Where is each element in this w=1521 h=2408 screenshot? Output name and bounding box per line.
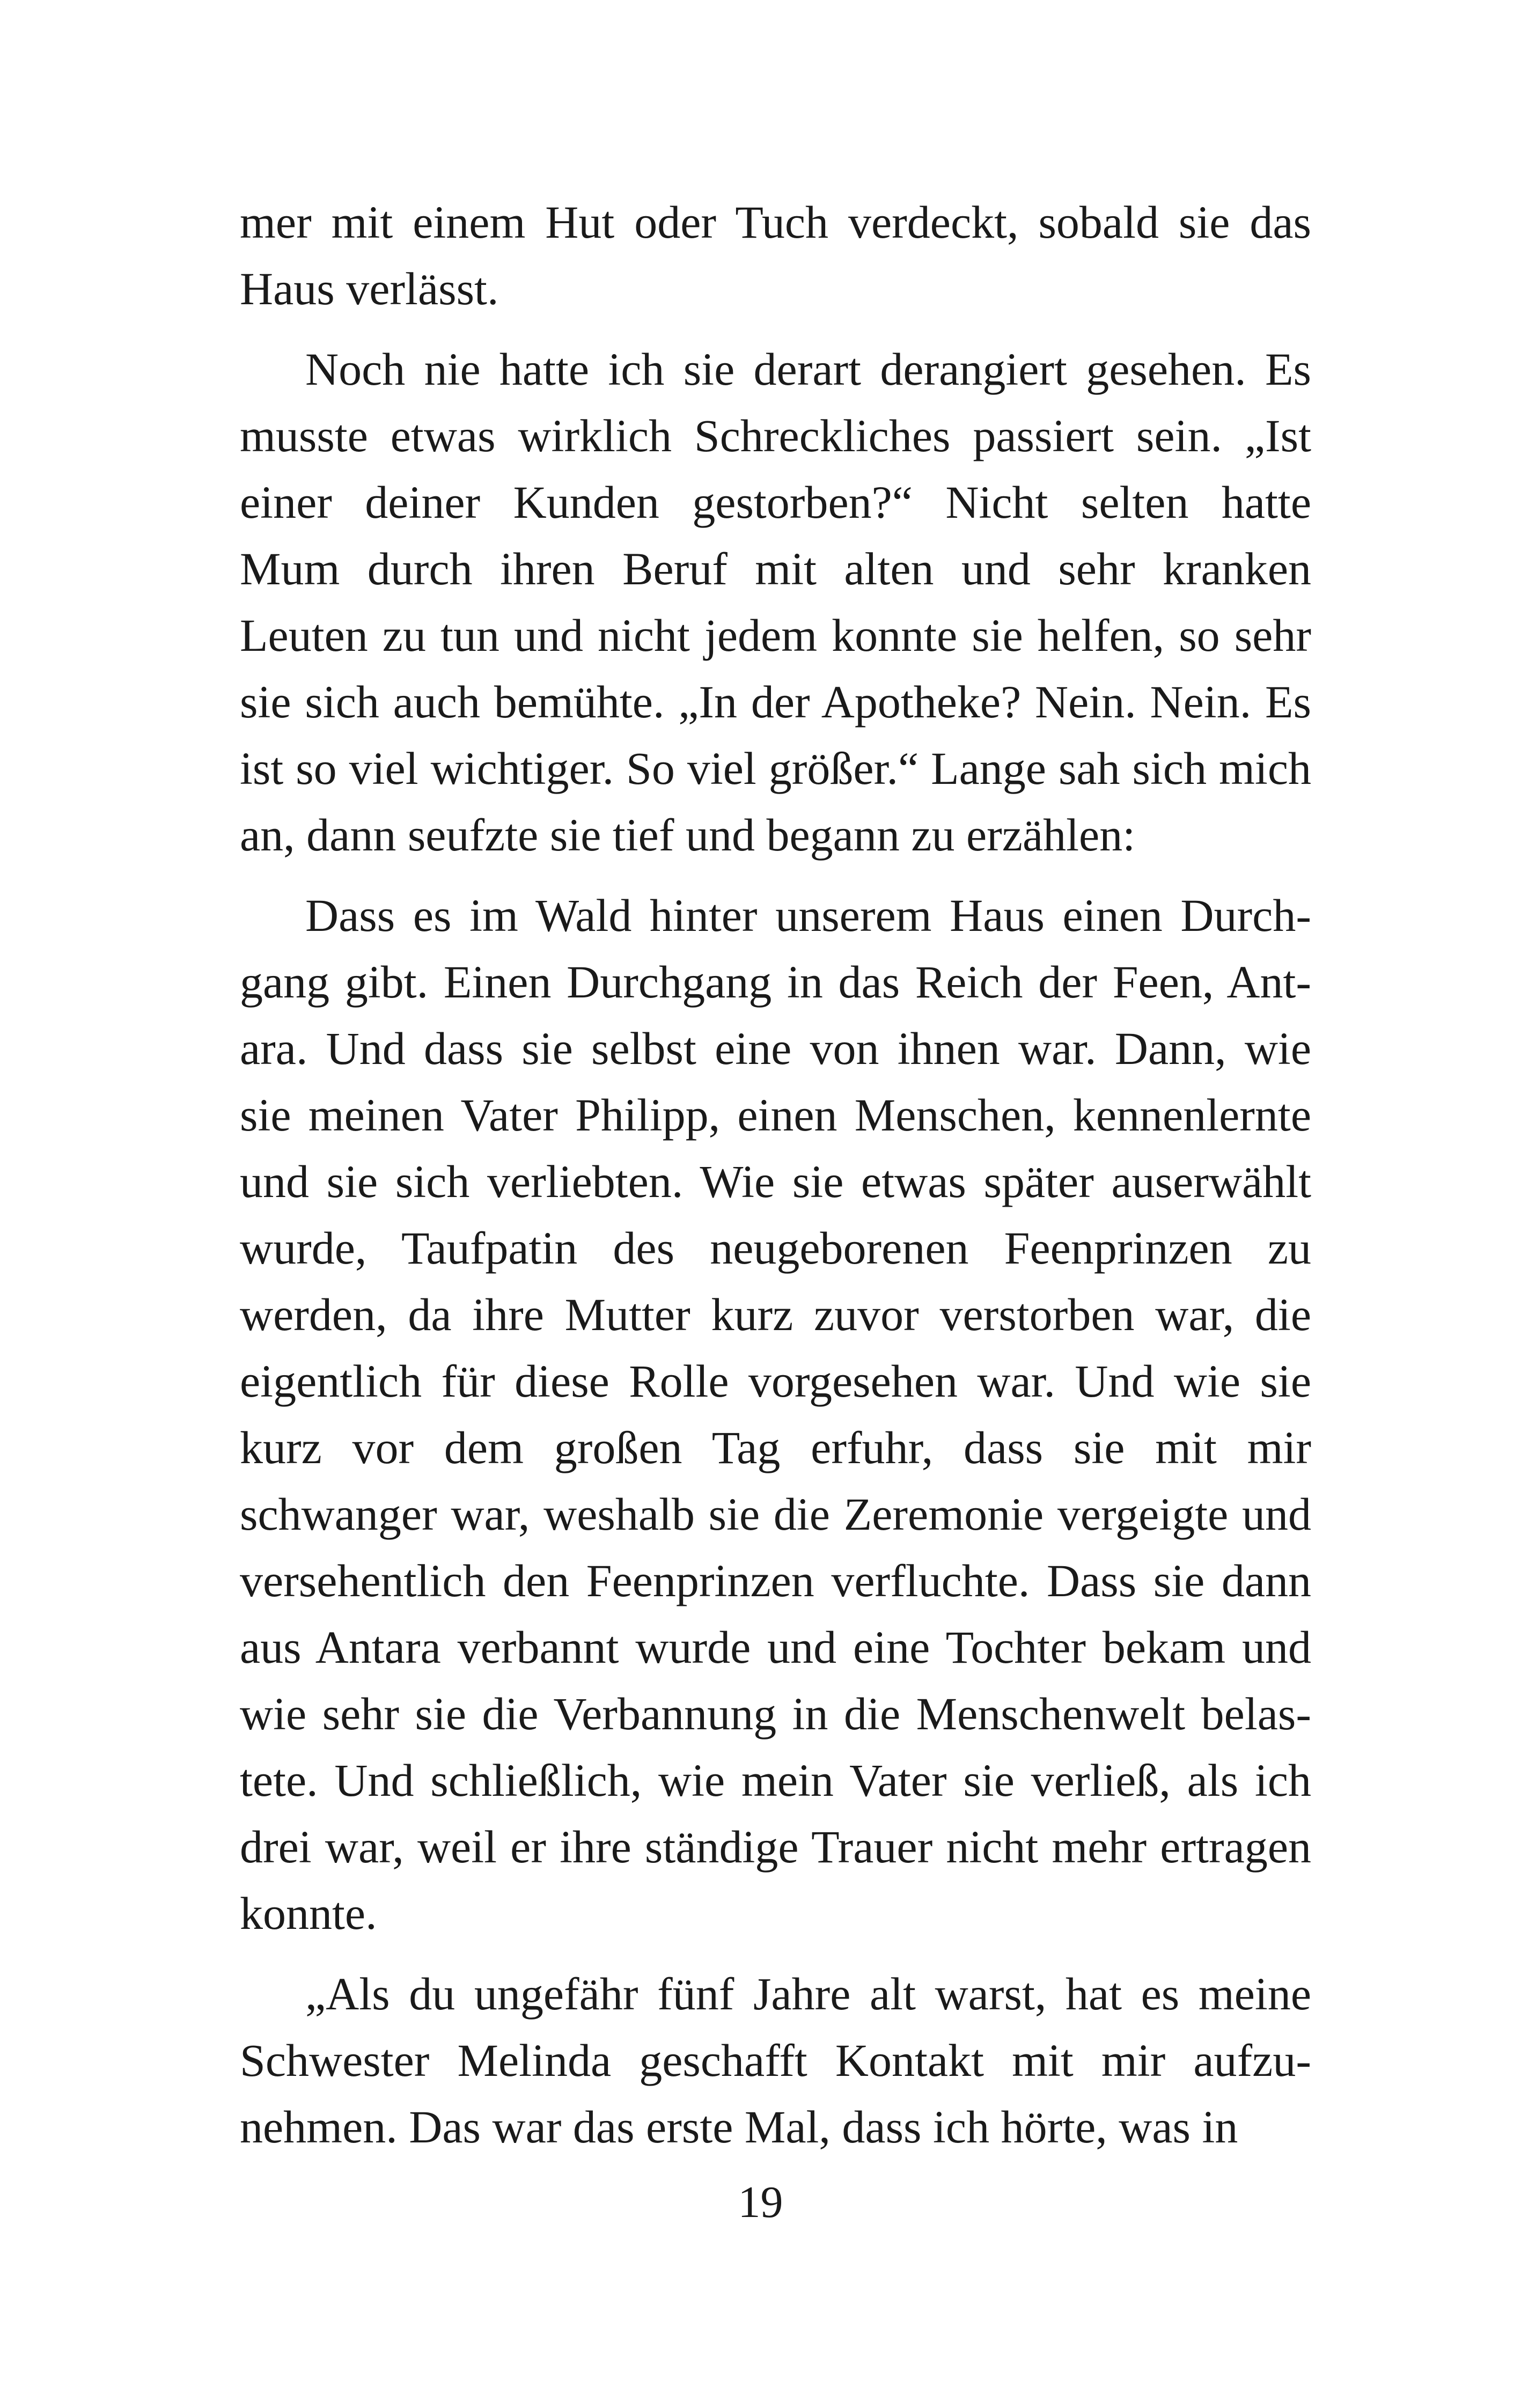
text-line: sie sich auch bemühte. „In der Apotheke? Nein. Nein. Es [240, 676, 1311, 728]
text-line: aus Antara verbannt wurde und eine Tochter bekam und [240, 1621, 1311, 1673]
text-line: eigentlich für diese Rolle vorgesehen war. Und wie sie [240, 1355, 1311, 1407]
text-line: Leuten zu tun und nicht jedem konnte sie helfen, so sehr [240, 610, 1311, 661]
text-line: werden, da ihre Mutter kurz zuvor verstorben war, die [240, 1289, 1311, 1340]
text-line: schwanger war, weshalb sie die Zeremonie vergeigte und [240, 1488, 1311, 1540]
text-line: drei war, weil er ihre ständige Trauer nicht mehr ertragen [240, 1821, 1311, 1873]
text-line: einer deiner Kunden gestorben?“ Nicht selten hatte [240, 476, 1311, 528]
text-line: kurz vor dem großen Tag erfuhr, dass sie mit mir [240, 1422, 1311, 1473]
text-line: sie meinen Vater Philipp, einen Menschen, kennenlernte [240, 1089, 1311, 1141]
paragraph [240, 336, 1311, 868]
text-line: wurde, Taufpatin des neugeborenen Feenprinzen zu [240, 1222, 1311, 1274]
body-text [240, 189, 1311, 2160]
text-line: nehmen. Das war das erste Mal, dass ich hörte, was in [240, 2101, 1238, 2153]
text-line: ist so viel wichtiger. So viel größer.“ Lange sah sich mich [240, 743, 1311, 794]
text-line: tete. Und schließlich, wie mein Vater sie verließ, als ich [240, 1754, 1311, 1806]
text-line: konnte. [240, 1888, 377, 1939]
text-line: gang gibt. Einen Durchgang in das Reich der Feen, Ant- [240, 956, 1311, 1008]
paragraph [240, 1961, 1311, 2160]
text-line: Mum durch ihren Beruf mit alten und sehr kranken [240, 543, 1311, 594]
text-line: Dass es im Wald hinter unserem Haus einen Durch- [305, 890, 1311, 941]
text-line: mer mit einem Hut oder Tuch verdeckt, sobald sie das [240, 196, 1311, 248]
text-line: wie sehr sie die Verbannung in die Menschenwelt belas- [240, 1688, 1311, 1739]
text-line: ara. Und dass sie selbst eine von ihnen war. Dann, wie [240, 1023, 1311, 1074]
text-line: musste etwas wirklich Schreckliches passiert sein. „Ist [240, 410, 1311, 461]
text-line: und sie sich verliebten. Wie sie etwas später auserwählt [240, 1156, 1311, 1207]
text-line: Haus verlässt. [240, 263, 499, 314]
text-line: Noch nie hatte ich sie derart derangiert gesehen. Es [305, 343, 1311, 395]
text-line: Schwester Melinda geschafft Kontakt mit mir aufzu- [240, 2035, 1311, 2086]
text-line: „Als du ungefähr fünf Jahre alt warst, hat es meine [305, 1968, 1311, 2020]
paragraph [240, 882, 1311, 1947]
paragraph [240, 189, 1311, 322]
text-line: versehentlich den Feenprinzen verfluchte. Dass sie dann [240, 1555, 1311, 1606]
text-line: an, dann seufzte sie tief und begann zu erzählen: [240, 809, 1136, 861]
page-number: 19 [738, 2177, 783, 2227]
